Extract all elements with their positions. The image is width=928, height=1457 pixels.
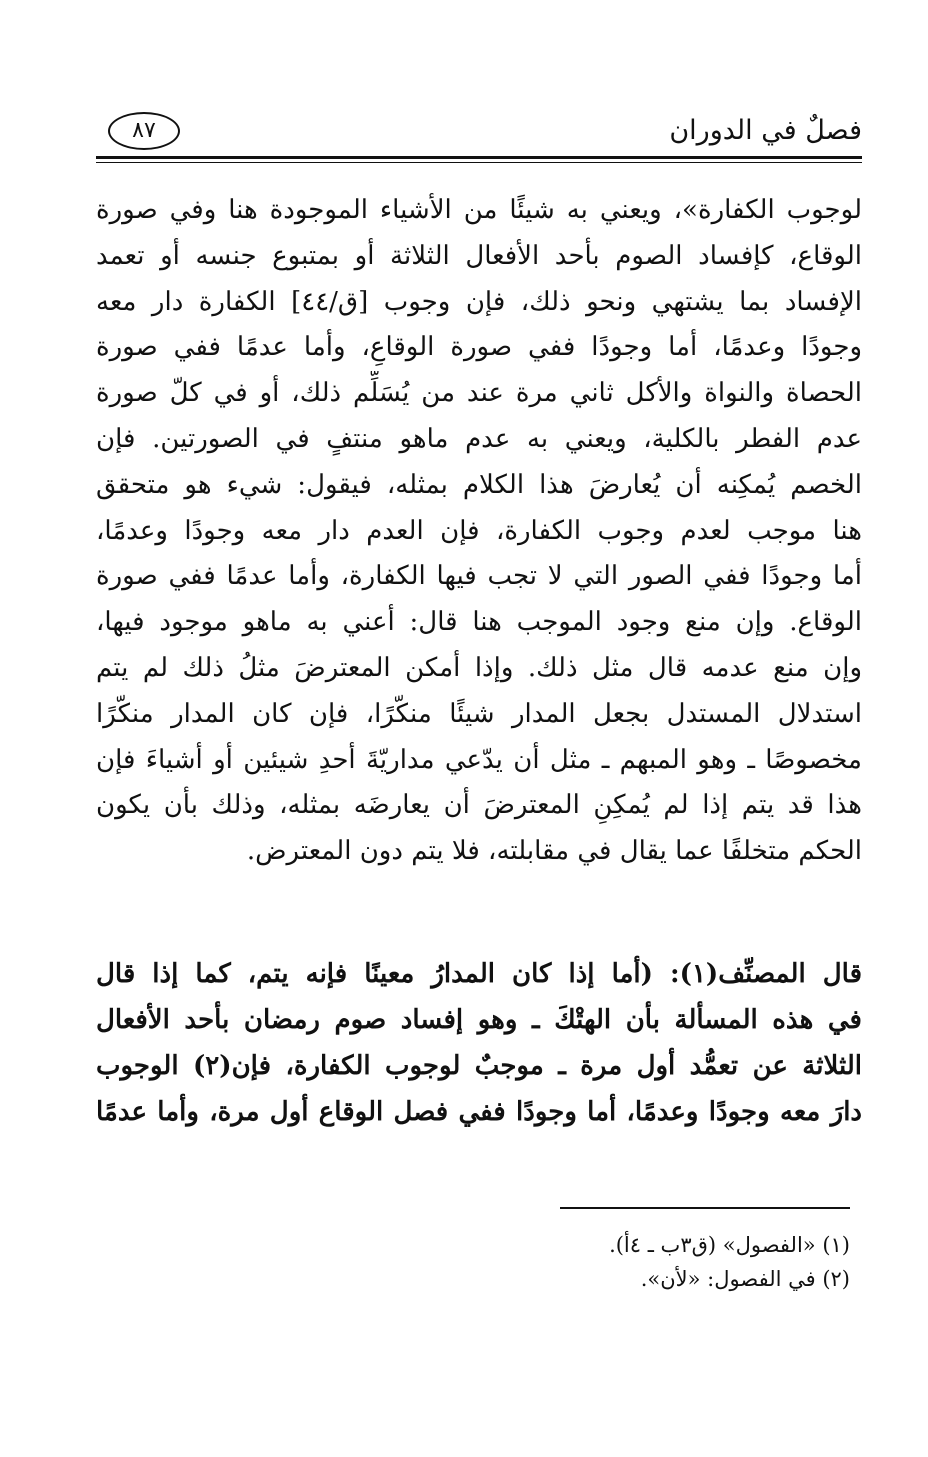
text-line: الحصاة والنواة والأكل ثاني مرة عند من يُسَلِّم ذلك، أو في كلّ صورة: [96, 378, 862, 409]
quote-line: في هذه المسألة بأن الهتْكَ ـ وهو إفساد صوم رمضان بأحد الأفعال: [96, 1005, 862, 1035]
header-rule: [96, 156, 862, 159]
text-line: وجودًا وعدمًا، أما وجودًا ففي صورة الوقاعِ، وأما عدمًا ففي صورة: [96, 332, 862, 363]
text-line: عدم الفطر بالكلية، ويعني به عدم ماهو منتفٍ في الصورتين. فإن: [96, 423, 862, 454]
text-line: لوجوب الكفارة»، ويعني به شيئًا من الأشياء الموجودة هنا وفي صورة: [96, 195, 862, 225]
text-line: الحكم متخلفًا عما يقال في مقابلته، فلا يتم دون المعترض.: [246, 836, 862, 867]
footnote-separator: [560, 1207, 850, 1209]
quote-line: قال المصنِّف(١): (أما إذا كان المدارُ معينًا فإنه يتم، كما إذا قال: [96, 959, 862, 989]
footnote: (١) «الفصول» (ق٣ب ـ ٤أ).: [609, 1233, 850, 1257]
footnote: (٢) في الفصول: «لأن».: [640, 1267, 850, 1291]
running-header: [96, 108, 862, 158]
text-line: الوقاع، كإفساد الصوم بأحد الأفعال الثلاثة أو بمتبوع جنسه أو تعمد: [96, 240, 862, 271]
quote-line: الثلاثة عن تعمُّد أول مرة ـ موجبٌ لوجوب الكفارة، فإن(٢) الوجوب: [96, 1051, 862, 1081]
text-line: الخصم يُمكِنه أن يُعارضَ هذا الكلام بمثله، فيقول: شيء هو متحقق: [96, 469, 862, 500]
chapter-title: فصلٌ في الدوران: [669, 115, 862, 146]
text-line: وإن منع عدمه قال مثل ذلك. وإذا أمكن المعترضَ مثلُ ذلك لم يتم: [96, 652, 862, 683]
main-text: [96, 188, 862, 875]
text-line: استدلال المستدل بجعل المدار شيئًا منكّرًا، فإن كان المدار منكّرًا: [96, 698, 862, 729]
quote-line: دارَ معه وجودًا وعدمًا، أما وجودًا ففي فصل الوقاع أول مرة، وأما عدمًا: [96, 1097, 862, 1127]
text-line: أما وجودًا ففي الصور التي لا تجب فيها الكفارة، وأما عدمًا ففي صورة: [96, 561, 862, 592]
text-line: مخصوصًا ـ وهو المبهم ـ مثل أن يدّعي مداريّةَ أحدِ شيئين أو أشياءَ فإن: [96, 744, 862, 775]
header-rule-thin: [96, 162, 862, 163]
text-line: الإفساد بما يشتهي ونحو ذلك، فإن وجوب [ق/٤٤] الكفارة دار معه: [96, 286, 862, 317]
text-line: الوقاع. وإن منع وجود الموجب هنا قال: أعني به ماهو موجود فيها،: [96, 607, 862, 638]
text-line: هنا موجب لعدم وجوب الكفارة، فإن العدم دار معه وجودًا وعدمًا،: [96, 515, 862, 546]
text-line: هذا قد يتم إذا لم يُمكِنِ المعترضَ أن يعارضَه بمثله، وذلك بأن يكون: [96, 790, 862, 821]
page-number: ٨٧: [108, 112, 180, 150]
author-quote: [96, 951, 862, 1135]
footnotes: [450, 1228, 850, 1296]
